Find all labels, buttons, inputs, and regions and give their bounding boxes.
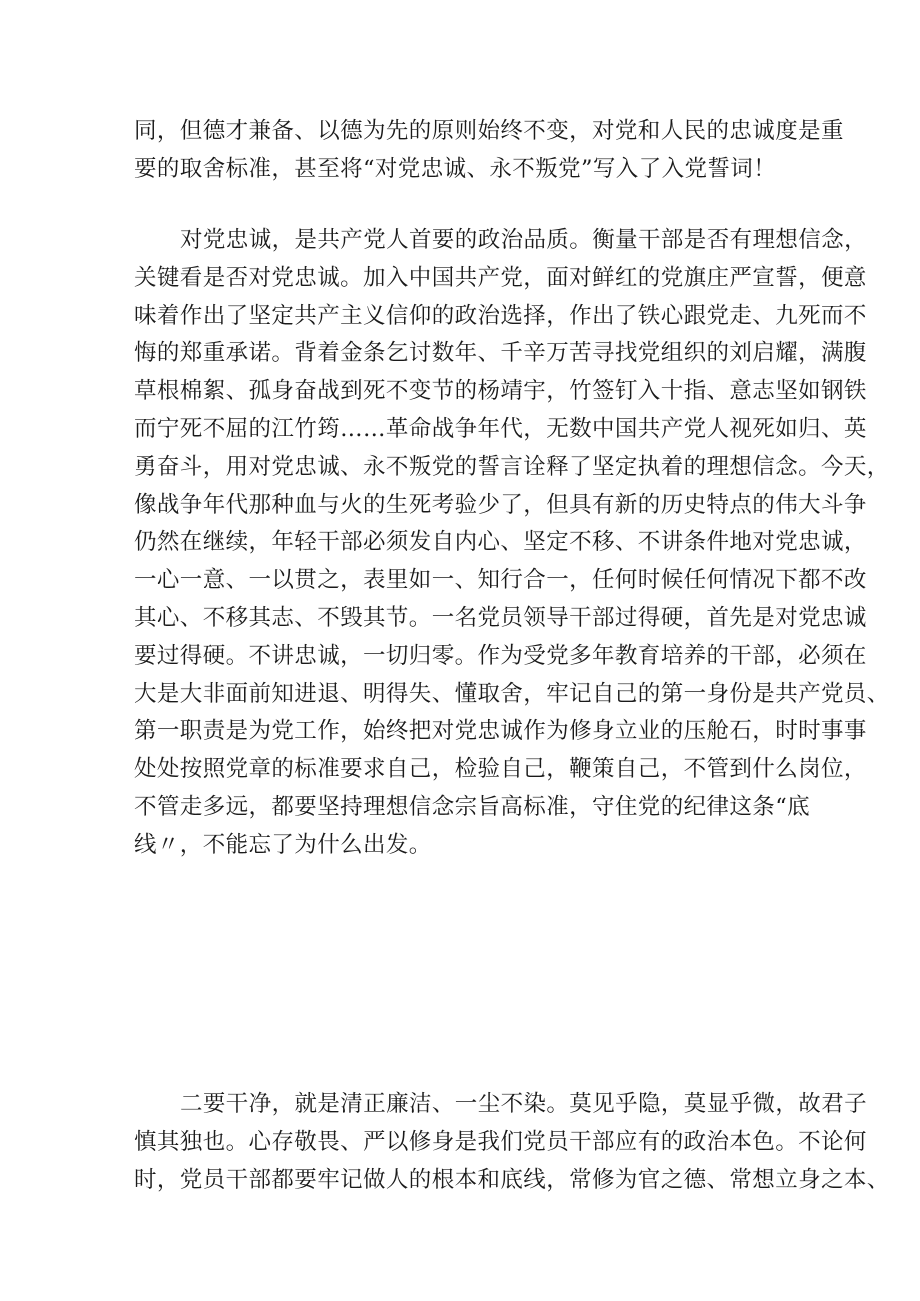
paragraph-line: 时，党员干部都要牢记做人的根本和底线，常修为官之德、常想立身之本、 [134, 1166, 890, 1193]
loyalty-paragraph [134, 222, 890, 865]
paragraph-line: 对党忠诚，是共产党人首要的政治品质。衡量干部是否有理想信念， [180, 227, 868, 253]
paragraph-line: 悔的郑重承诺。背着金条乞讨数年、千辛万苦寻找党组织的刘启耀，满腹 [134, 340, 867, 367]
paragraph-line: 关键看是否对党忠诚。加入中国共产党，面对鲜红的党旗庄严宣誓，便意 [134, 264, 867, 291]
paragraph-line: 勇奋斗，用对党忠诚、永不叛党的誓言诠释了坚定执着的理想信念。今天， [134, 453, 890, 480]
integrity-paragraph [134, 1086, 890, 1199]
paragraph-line: 要的取舍标准，甚至将“对党忠诚、永不叛党”写入了入党誓词！ [134, 155, 777, 182]
paragraph-line: 一心一意、一以贯之，表里如一、知行合一，任何时候任何情况下都不改 [134, 567, 867, 594]
paragraph-line: 仍然在继续，年轻干部必须发自内心、坚定不移、不讲条件地对党忠诚， [134, 529, 867, 556]
paragraph-line: 草根棉絮、孤身奋战到死不变节的杨靖宇，竹签钉入十指、意志坚如钢铁 [134, 378, 867, 405]
paragraph-line: 大是大非面前知进退、明得失、懂取舍，牢记自己的第一身份是共产党员、 [134, 680, 890, 707]
paragraph-line: 其心、不移其志、不毁其节。一名党员领导干部过得硬，首先是对党忠诚 [134, 604, 867, 631]
intro-paragraph [134, 113, 844, 189]
paragraph-line: 慎其独也。心存敬畏、严以修身是我们党员干部应有的政治本色。不论何 [134, 1128, 867, 1155]
paragraph-line: 同，但德才兼备、以德为先的原则始终不变，对党和人民的忠诚度是重 [134, 118, 844, 144]
paragraph-line: 像战争年代那种血与火的生死考验少了，但具有新的历史特点的伟大斗争 [134, 491, 867, 518]
paragraph-line: 不管走多远，都要坚持理想信念宗旨高标准，守住党的纪律这条“底 [134, 793, 811, 820]
paragraph-line: 味着作出了坚定共产主义信仰的政治选择，作出了铁心跟党走、九死而不 [134, 302, 867, 329]
paragraph-line: 线〃，不能忘了为什么出发。 [134, 831, 432, 858]
paragraph-line: 处处按照党章的标准要求自己，检验自己，鞭策自己，不管到什么岗位， [134, 756, 867, 783]
paragraph-line: 而宁死不屈的江竹筠……革命战争年代，无数中国共产党人视死如归、英 [134, 415, 867, 442]
paragraph-line: 二要干净，就是清正廉洁、一尘不染。莫见乎隐，莫显乎微，故君子 [180, 1091, 868, 1117]
paragraph-line: 要过得硬。不讲忠诚，一切归零。作为受党多年教育培养的干部，必须在 [134, 642, 867, 669]
paragraph-line: 第一职责是为党工作，始终把对党忠诚作为修身立业的压舱石，时时事事 [134, 718, 867, 745]
